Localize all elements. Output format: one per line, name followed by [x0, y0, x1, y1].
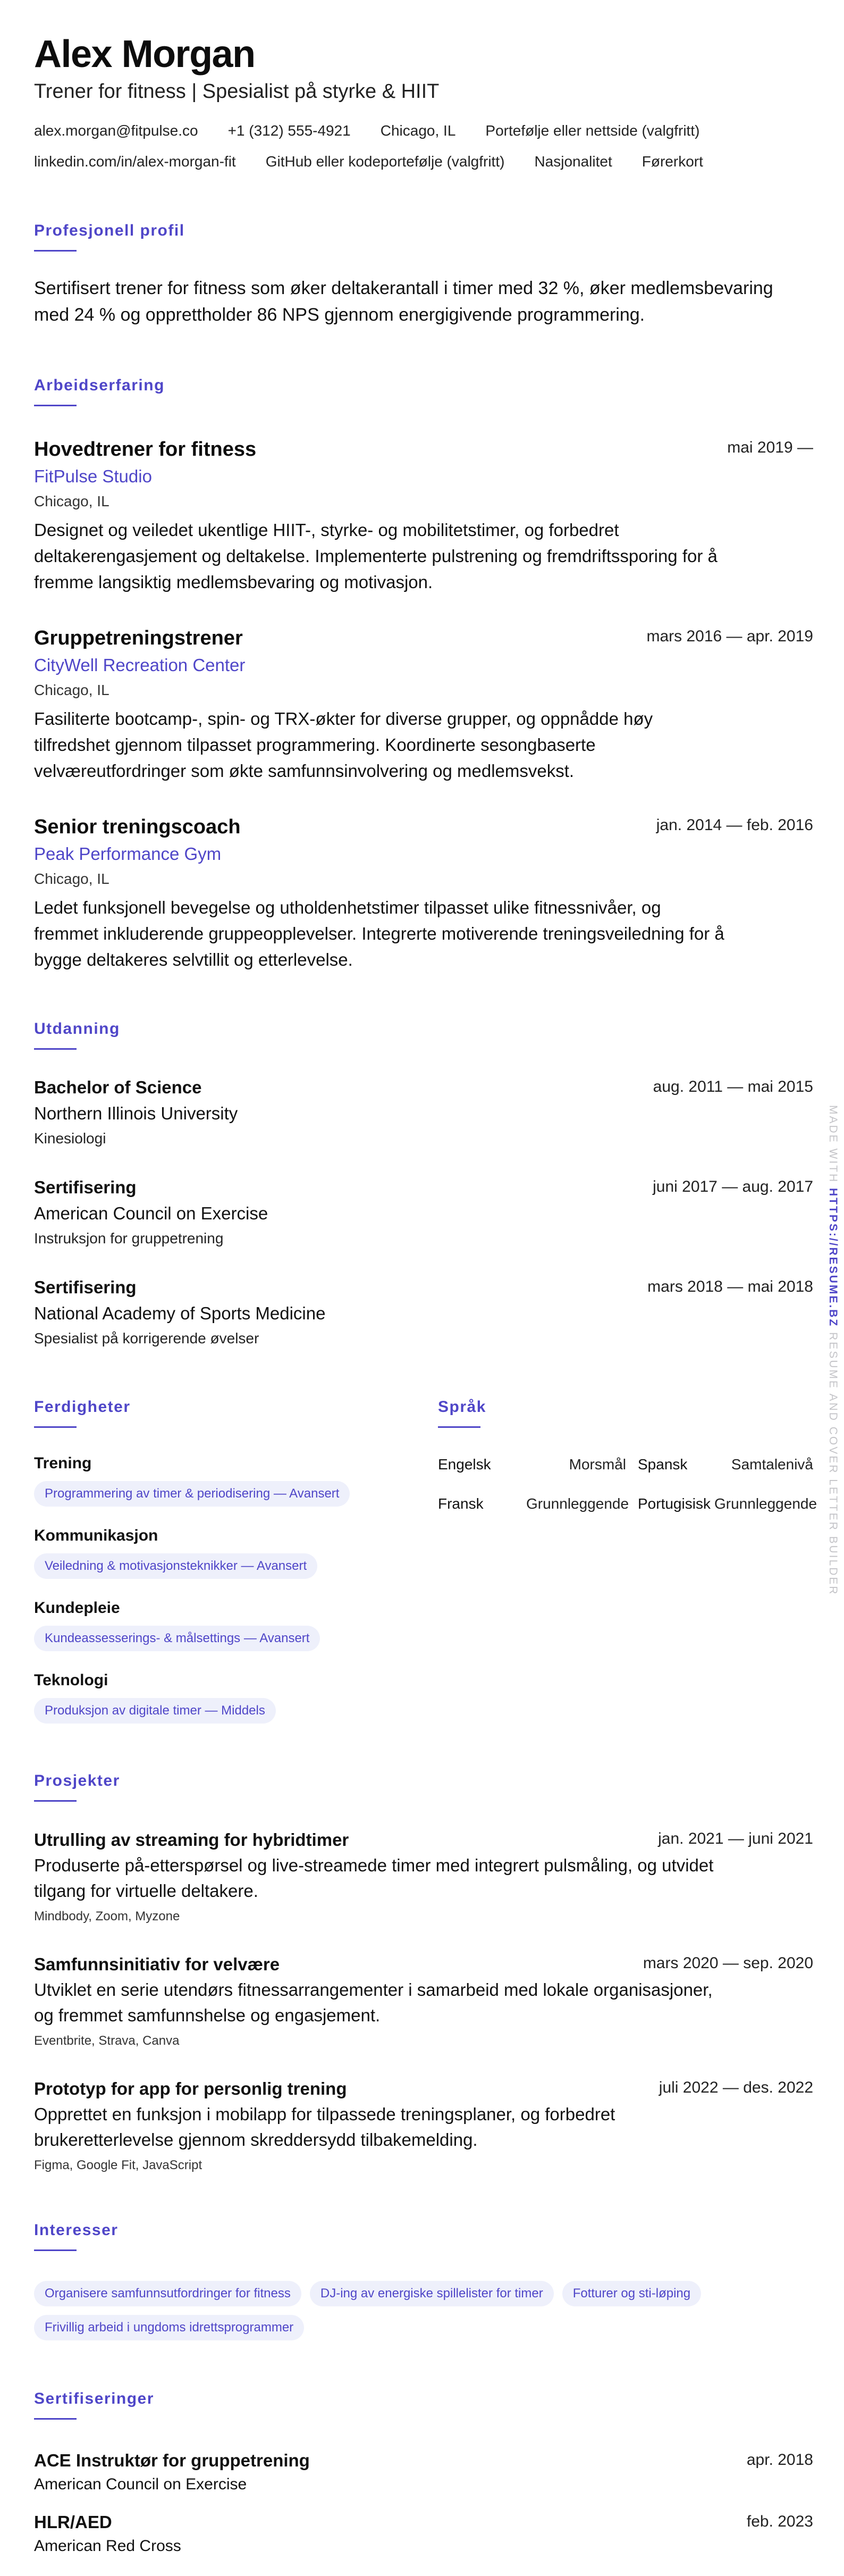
skill-chip: Programmering av timer & periodisering — Avansert	[34, 1481, 350, 1507]
education-entry	[34, 1276, 813, 1349]
section-underline	[34, 2418, 77, 2420]
education-dates: mars 2018 — mai 2018	[647, 1278, 813, 1295]
project-entry	[34, 1953, 813, 2050]
section-underline	[34, 1800, 77, 1802]
education-field: Kinesiologi	[34, 1130, 106, 1147]
section-title-certifications: Sertifiseringer	[34, 2390, 154, 2407]
section-title-skills: Ferdigheter	[34, 1398, 131, 1416]
resume-header	[34, 32, 813, 172]
project-title: Utrulling av streaming for hybridtimer	[34, 1830, 349, 1850]
skills-languages-row	[34, 1398, 817, 1724]
interest-chip: Fotturer og sti-løping	[562, 2281, 701, 2306]
skill-group-name: Kommunikasjon	[34, 1527, 158, 1544]
section-underline	[34, 250, 77, 252]
certifications-section	[34, 2389, 813, 2557]
contact-nationality: Nasjonalitet	[534, 153, 612, 170]
job-company: FitPulse Studio	[34, 466, 152, 486]
job-entry	[34, 815, 813, 973]
job-title: Hovedtrener for fitness	[34, 438, 257, 461]
education-degree: Sertifisering	[34, 1277, 137, 1297]
skills-section	[34, 1398, 438, 1724]
builder-watermark	[826, 1105, 840, 1596]
job-location: Chicago, IL	[34, 682, 109, 698]
project-description: Produserte på-etterspørsel og live-streamede timer med integrert pulsmåling, og utvidet tilgang for virtuelle deltakere.	[34, 1855, 714, 1901]
candidate-headline: Trener for fitness | Spesialist på styrke & HIIT	[34, 80, 440, 103]
education-dates: juni 2017 — aug. 2017	[653, 1178, 813, 1195]
projects-section	[34, 1771, 813, 2174]
skill-group	[34, 1598, 438, 1651]
languages-section	[438, 1398, 817, 1724]
profile-section	[34, 221, 813, 328]
watermark-link[interactable]: HTTPS://RESUME.BZ	[827, 1188, 839, 1328]
experience-section	[34, 376, 813, 973]
section-title-interests: Interesser	[34, 2221, 119, 2239]
interests-section	[34, 2221, 813, 2340]
language-name: Spansk	[638, 1456, 688, 1473]
job-entry	[34, 437, 813, 595]
skill-chip: Kundeassesserings- & målsettings — Avansert	[34, 1626, 320, 1651]
project-title: Prototyp for app for personlig trening	[34, 2079, 347, 2098]
certification-entry	[34, 2511, 813, 2557]
section-underline	[34, 1048, 77, 1050]
contact-linkedin[interactable]: linkedin.com/in/alex-morgan-fit	[34, 153, 236, 170]
language-name: Portugisisk	[638, 1495, 711, 1512]
job-description: Designet og veiledet ukentlige HIIT-, styrke- og mobilitetstimer, og forbedret deltakerengasjement og deltakelse. Implementerte pulstrening og fremdriftssporing for å fremme langsiktig medlemsbevaring og motivasjon.	[34, 520, 718, 592]
contact-phone[interactable]: +1 (312) 555-4921	[227, 122, 351, 139]
contact-row-secondary	[34, 151, 813, 172]
project-dates: mars 2020 — sep. 2020	[643, 1954, 813, 1972]
candidate-name: Alex Morgan	[34, 33, 255, 76]
job-company: CityWell Recreation Center	[34, 655, 246, 675]
contact-location: Chicago, IL	[380, 122, 456, 139]
language-level: Grunnleggende	[526, 1495, 629, 1512]
contact-portfolio[interactable]: Portefølje eller nettside (valgfritt)	[485, 122, 700, 139]
section-title-projects: Prosjekter	[34, 1772, 120, 1789]
job-title: Gruppetreningstrener	[34, 627, 243, 649]
contact-github[interactable]: GitHub eller kodeportefølje (valgfritt)	[265, 153, 505, 170]
certification-issuer: American Council on Exercise	[34, 2475, 247, 2493]
project-title: Samfunnsinitiativ for velvære	[34, 1954, 280, 1974]
education-section	[34, 1019, 813, 1349]
certification-date: feb. 2023	[746, 2513, 813, 2530]
section-title-education: Utdanning	[34, 1020, 120, 1038]
project-tools: Eventbrite, Strava, Canva	[34, 2034, 180, 2048]
interest-chip: Frivillig arbeid i ungdoms idrettsprogrammer	[34, 2315, 304, 2340]
certification-name: ACE Instruktør for gruppetrening	[34, 2450, 310, 2470]
education-field: Instruksjon for gruppetrening	[34, 1230, 224, 1247]
section-underline	[34, 405, 77, 406]
watermark-prefix: MADE WITH	[827, 1105, 839, 1184]
contact-row-primary	[34, 120, 813, 141]
project-description: Opprettet en funksjon i mobilapp for tilpassede treningsplaner, og forbedret brukeretterlevelse gjennom skreddersydd tilbakemelding.	[34, 2104, 615, 2150]
education-school: American Council on Exercise	[34, 1203, 268, 1223]
profile-summary: Sertifisert trener for fitness som øker deltakerantall i timer med 32 %, øker medlemsbevaring med 24 % og opprettholder 86 NPS gjennom energigivende programmering.	[34, 278, 773, 325]
education-school: National Academy of Sports Medicine	[34, 1303, 326, 1323]
job-dates: jan. 2014 — feb. 2016	[656, 816, 813, 834]
skill-group	[34, 1453, 438, 1507]
skill-group-name: Kundepleie	[34, 1599, 120, 1617]
project-dates: jan. 2021 — juni 2021	[658, 1830, 813, 1847]
project-dates: juli 2022 — des. 2022	[659, 2079, 813, 2096]
education-school: Northern Illinois University	[34, 1103, 238, 1123]
contact-drivers-license: Førerkort	[642, 153, 703, 170]
job-entry	[34, 626, 813, 784]
certification-name: HLR/AED	[34, 2512, 112, 2532]
education-dates: aug. 2011 — mai 2015	[653, 1078, 813, 1095]
education-entry	[34, 1176, 813, 1249]
section-underline	[34, 2249, 77, 2251]
language-name: Fransk	[438, 1495, 484, 1512]
interest-chip: Organisere samfunnsutfordringer for fitness	[34, 2281, 301, 2306]
education-degree: Bachelor of Science	[34, 1077, 202, 1097]
job-dates: mai 2019 —	[727, 439, 813, 456]
interest-chip: DJ-ing av energiske spillelister for timer	[310, 2281, 554, 2306]
section-title-experience: Arbeidserfaring	[34, 377, 165, 394]
skill-group	[34, 1670, 438, 1724]
job-dates: mars 2016 — apr. 2019	[646, 628, 813, 645]
section-underline	[438, 1426, 480, 1428]
section-title-languages: Språk	[438, 1398, 486, 1416]
job-location: Chicago, IL	[34, 493, 109, 509]
skill-group	[34, 1526, 438, 1579]
section-underline	[34, 1426, 77, 1428]
language-level: Grunnleggende	[714, 1495, 817, 1512]
language-level: Morsmål	[569, 1456, 626, 1473]
language-level: Samtalenivå	[731, 1456, 813, 1473]
section-title-profile: Profesjonell profil	[34, 222, 185, 239]
skill-chip: Produksjon av digitale timer — Middels	[34, 1698, 276, 1724]
education-entry	[34, 1076, 813, 1149]
watermark-suffix: RESUME AND COVER LETTER BUILDER	[827, 1332, 839, 1596]
project-entry	[34, 1828, 813, 1925]
interests-list	[34, 2272, 813, 2340]
job-company: Peak Performance Gym	[34, 844, 222, 864]
project-entry	[34, 2077, 813, 2174]
job-title: Senior treningscoach	[34, 816, 241, 838]
job-location: Chicago, IL	[34, 871, 109, 887]
certification-issuer: American Red Cross	[34, 2537, 181, 2555]
job-description: Fasiliterte bootcamp-, spin- og TRX-økter for diverse grupper, og oppnådde høy tilfredshet gjennom tilpasset programmering. Koordinerte sesongbaserte velværeutfordringer som økte samfunnsinvolvering og medlemsvekst.	[34, 709, 653, 781]
resume-page	[34, 32, 817, 2557]
contact-email[interactable]: alex.morgan@fitpulse.co	[34, 122, 198, 139]
language-name: Engelsk	[438, 1456, 491, 1473]
certification-date: apr. 2018	[746, 2451, 813, 2469]
project-tools: Figma, Google Fit, JavaScript	[34, 2158, 202, 2172]
skill-group-name: Trening	[34, 1454, 92, 1472]
languages-grid	[438, 1454, 817, 1514]
certification-entry	[34, 2449, 813, 2495]
education-field: Spesialist på korrigerende øvelser	[34, 1330, 259, 1346]
skill-chip: Veiledning & motivasjonsteknikker — Avansert	[34, 1553, 317, 1579]
project-tools: Mindbody, Zoom, Myzone	[34, 1909, 180, 1923]
project-description: Utviklet en serie utendørs fitnessarrangementer i samarbeid med lokale organisasjoner, og fremmet samfunnshelse og engasjement.	[34, 1980, 713, 2025]
skill-group-name: Teknologi	[34, 1671, 108, 1689]
job-description: Ledet funksjonell bevegelse og utholdenhetstimer tilpasset ulike fitnessnivåer, og fremmet inkluderende gruppeopplevelser. Integrerte motiverende treningsveiledning for å bygge deltakeres selvtillit og etterlevelse.	[34, 898, 724, 969]
education-degree: Sertifisering	[34, 1177, 137, 1197]
